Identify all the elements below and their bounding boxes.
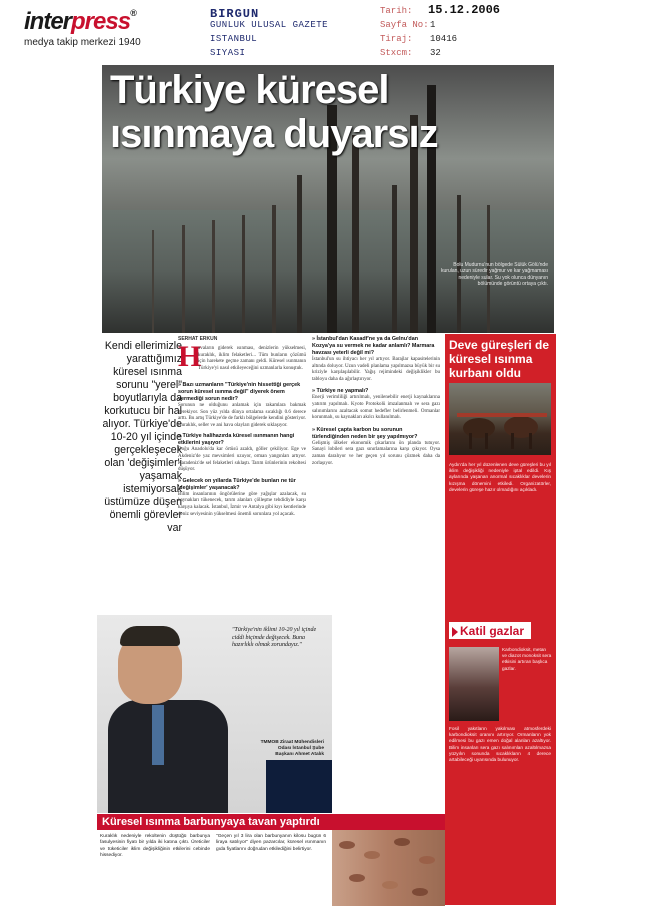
col1-lead: avaların giderek ısınması, denizlerin yükselmesi, kuraklık, iklim felaketleri... Tüm bunların çözümü için harekete geçme zamanı geldi. Küresel ısınmanın Türkiye'yi nasıl etkileyeceğini uzmanlarla konuştuk. <box>198 346 306 371</box>
bottom-col-2: "Geçen yıl 3 lira olan barbunyanın kilosu bugün 6 liraya satılıyor" diyen pazarcılar, küresel ısınmanın gıda fiyatlarını doğrudan etkilediğini belirtiyor. <box>216 834 326 852</box>
col1-paragraph-3: Bilim insanlarının öngörülerine göre yağışlar azalacak, su kaynakları tükenecek, tarım alanları çölleşme tehdidiyle karşı karşıya kalacak. İstanbul, İzmir ve Antalya gibi kıyı kentlerinde deniz seviyesinin yükselmesi önemli sorunlara yol açacak. <box>178 491 306 517</box>
beans-illustration <box>332 830 445 906</box>
newspaper-city: ISTANBUL <box>210 34 258 44</box>
sidebar-text-2: Fosil yakıtların yakılması atmosferdeki karbondioksit oranını artırıyor. Ormanların yok edilmesi bu gazı emen doğal alanları azaltıyor. Bilim insanları sera gazı salınımları azaltılmazsa yüzyılın sonunda sıcaklıkların 4 derece artabileceği uyarısında bulunuyor. <box>449 726 551 763</box>
laptop-image <box>266 760 332 813</box>
article-headline <box>110 68 438 156</box>
bottom-title: Küresel ısınma barbunyaya tavan yaptırdı <box>102 816 320 828</box>
triangle-bullet-icon <box>452 627 458 637</box>
article-column-2 <box>312 336 440 467</box>
side-pull-quote: Kendi ellerimizle yarattığımız küresel ısınma sorunu "yerel" boyutlarıyla da korkutucu bir hal alıyor. Türkiye'de 10-20 yıl içinde gerçekleşecek olan 'değişimler'i yaşamak istemiyorsak üstümüze düşen önemli görevler var <box>102 340 182 534</box>
area-label: Stxcm: <box>380 48 413 58</box>
newspaper-name: BIRGUN <box>210 7 260 21</box>
col2-paragraph-2: Enerji verimliliği artırılmalı, yenilenebilir enerji kaynaklarına yatırım yapılmalı. Kyoto Protokolü imzalanmalı ve sera gazı salınımlarını azaltacak somut hedefler belirlenmeli. Ormanlar korunmalı, su kaynakları akılcı kullanılmalı. <box>312 395 440 421</box>
camels-illustration <box>449 383 551 455</box>
section-heading: Katil gazlar <box>460 624 525 638</box>
logo-main-text: inter <box>24 8 72 35</box>
page-value: 1 <box>430 20 436 30</box>
portrait-hair <box>120 626 180 646</box>
newspaper-section: SIYASI <box>210 48 246 58</box>
col2-paragraph-3: Gelişmiş ülkeler ekonomik çıkarlarını ön planda tutuyor. Sanayi lobileri sera gazı sınırlamalarına karşı çıkıyor. Oysa zaman daralıyor ve her geçen yıl sorunu çözmek daha da zorlaşıyor. <box>312 440 440 466</box>
section-text: Karbondioksit, metan ve diazot monoksit sera etkisini artıran başlıca gazlar. <box>502 647 552 671</box>
photo-caption: Bolu Mudurnu'nun bölgede Sülük Gölü'nde kurulan, uzun süredir yağmur ve kar yağmaması nedeniyle sular. Su yok olunca dünyanın bölümünde görüntü ortaya çıktı. <box>441 262 548 287</box>
sidebar-text: Aydın'da her yıl düzenlenen deve güreşleri bu yıl iklim değişikliği nedeniyle iptal edildi. Kış aylarında yaşanan anormal sıcaklıklar develerin kızışma dönemini etkiledi. Organizatörler, develerin güreşe hazır olmadığını açıkladı. <box>449 462 551 492</box>
article-column-1 <box>178 382 306 518</box>
logo-tagline: medya takip merkezi 1940 <box>24 37 141 48</box>
newspaper-type: GUNLUK ULUSAL GAZETE <box>210 20 329 30</box>
registered-mark: ® <box>130 8 136 18</box>
sidebar-title: Deve güreşleri de küresel ısınma kurbanı oldu <box>449 338 550 380</box>
logo-accent-text: press <box>71 8 131 35</box>
col1-subheading-1: » Bazı uzmanların "Türkiye'nin hissettiği gerçek sorun küresel ısınma değil" diyerek önem vermediği sorun nedir? <box>178 382 301 402</box>
bottom-col-1: Kuraklık nedeniyle rekoltenin düştüğü barbunya fasulyesinin fiyatı bir yılda iki katına çıktı. Üreticiler ve tüketiciler iklim değişikliğinin etkilerini cebinde hissediyor. <box>100 834 210 858</box>
col2-subheading-2: » Türkiye ne yapmalı? <box>312 388 369 395</box>
col2-subheading-1: » İstanbul'dan Kasadf'ne ya da Gelnu'dan Kozya'ya su vermek ne kadar anlamlı? Marmara havzası yeterli değil mi? <box>312 336 435 356</box>
portrait-caption: TMMOB Ziraat Mühendisleri Odası İstanbul Şube Başkanı Ahmet Atalık <box>260 740 324 757</box>
col1-paragraph-1: Sorunun ne olduğunu anlamak için rakamlara bakmak gerekiyor. Son yüz yılda dünya ortalama sıcaklığı 0.6 derece arttı. Bu artış Türkiye'de de farklı bölgelerde kendini gösteriyor. Kuraklık, seller ve ani hava olayları giderek sıklaşıyor. <box>178 403 306 428</box>
date-value: 15.12.2006 <box>428 3 501 17</box>
mid-quote: "Türkiye'nin iklimi 10-20 yıl içinde ciddi biçimde değişecek. Buna hazırlıklı olmak zorundayız." <box>232 627 317 648</box>
date-label: Tarih: <box>380 6 413 16</box>
headline-line-1: Türkiye küresel <box>110 68 389 112</box>
area-value: 32 <box>430 48 441 58</box>
col2-paragraph-1: İstanbul'un su ihtiyacı her yıl artıyor. Barajlar kapasitelerinin altında doluyor. Uzun vadeli planlama yapılmazsa büyük bir su kriziyle karşılaşılabilir. Yağış rejimindeki değişiklikler bu tabloyu daha da ağırlaştırıyor. <box>312 357 440 382</box>
col1-paragraph-2: Doğu Anadolu'da kar örtüsü azaldı, göller çekiliyor. Ege ve Akdeniz'de yaz mevsimleri uzuyor, orman yangınları artıyor. Karadeniz'de sel felaketleri sıklaştı. Tarım ürünlerinin rekoltesi düşüyor. <box>178 447 306 473</box>
circulation-label: Tiraj: <box>380 34 413 44</box>
col2-subheading-3: » Küresel çapta karbon bu sorunun türlendiğinden neden bir şey yapılmıyor? <box>312 426 418 440</box>
page-label: Sayfa No: <box>380 20 429 30</box>
col1-subheading-2: » Türkiye halihazırda küresel ısınmanın hangi etkilerini yaşıyor? <box>178 433 295 447</box>
drop-cap: H <box>178 340 202 373</box>
factory-smoke-photo <box>449 647 499 721</box>
circulation-value: 10416 <box>430 34 458 44</box>
byline: SERHAT ERKUN <box>178 336 218 342</box>
portrait-suit <box>108 700 228 813</box>
interpress-logo <box>24 8 136 36</box>
col1-subheading-3: » Gelecek on yıllarda Türkiye'de bunları ne tür 'değişimler' yaşanacak? <box>178 477 296 491</box>
headline-line-2: ısınmaya duyarsız <box>110 112 438 156</box>
portrait-tie <box>152 705 164 765</box>
